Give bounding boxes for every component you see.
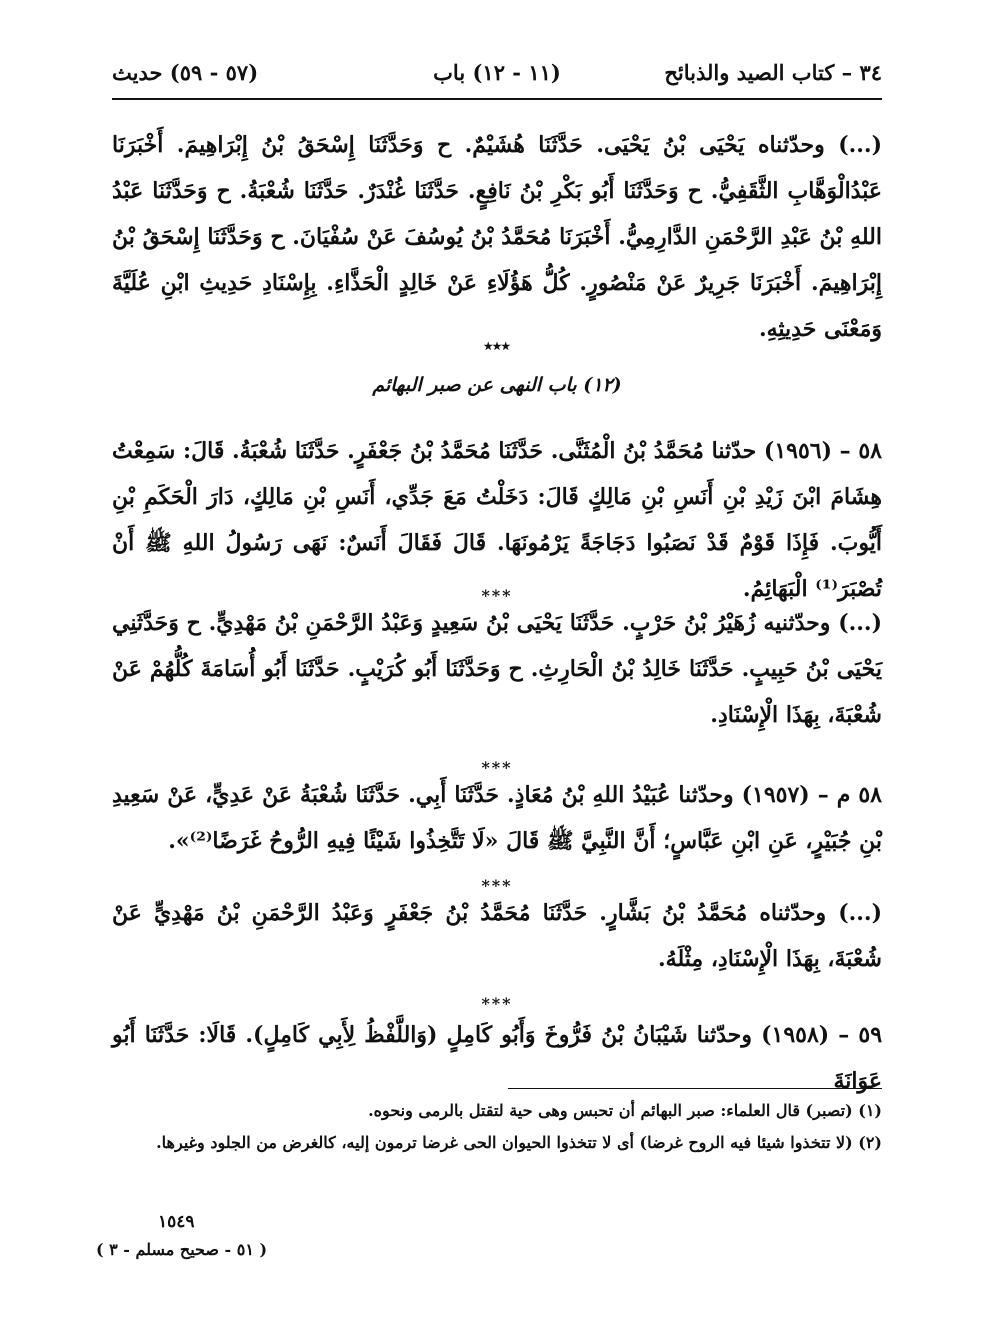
printer-signature: ( ٥١ - صحيح مسلم - ٣ ) bbox=[96, 1240, 268, 1259]
running-header bbox=[112, 56, 882, 96]
chapter-title: (١٢) باب النهى عن صبر البهائم bbox=[372, 374, 622, 396]
separator-stars-5: *** bbox=[481, 994, 513, 1013]
header-chapter-range: (١١ - ١٢) باب bbox=[433, 60, 561, 85]
footnote-1: (١) (تصبر) قال العلماء: صبر البهائم أن تحبس وهى حية لتقتل بالرمى ونحوه. bbox=[368, 1101, 882, 1120]
footnote-2: (٢) (لا تتخذوا شيئا فيه الروح غرضا) أى لا تتخذوا الحيوان الحى غرضا ترمون إليه، كالغرض من الجلود وغيرها. bbox=[156, 1133, 882, 1152]
separator-stars-4: *** bbox=[481, 876, 513, 895]
paragraph-3: (...) وحدّثنيه زُهَيْرُ بْنُ حَرْبٍ. حَدَّثَنَا يَحْيَى بْنُ سَعِيدٍ وَعَبْدُ الرَّحْمَنِ بْنُ مَهْدِيٍّ. ح وَحَدَّثَنِي يَحْيَى بْنُ حَبِيبٍ. حَدَّثَنَا خَالِدُ بْنُ الْحَارِثِ. ح وَحَدَّثَنَا أَبُو كُرَيْبٍ. حَدَّثَنَا أَبُو أُسَامَةَ كُلُّهُمْ عَنْ شُعْبَةَ، بِهَذَا الْإِسْنَادِ. bbox=[112, 610, 882, 728]
separator-stars-2: *** bbox=[481, 586, 513, 605]
paragraph-4: ٥٨ م – (١٩٥٧) وحدّثنا عُبَيْدُ اللهِ بْنُ مُعَاذٍ. حَدَّثَنَا أَبِي. حَدَّثَنَا شُعْبَةُ عَنْ عَدِيٍّ، عَنْ سَعِيدِ بْنِ جُبَيْرٍ، عَنِ ابْنِ عَبَّاسٍ؛ أَنَّ النَّبِيَّ ﷺ قَالَ «لَا تَتَّخِذُوا شَيْئًا فِيهِ الرُّوحُ غَرَضًا⁽²⁾». bbox=[112, 782, 882, 854]
paragraph-5: (...) وحدّثناه مُحَمَّدُ بْنُ بَشَّارٍ. حَدَّثَنَا مُحَمَّدُ بْنُ جَعْفَرٍ وَعَبْدُ الرَّحْمَنِ بْنُ مَهْدِيٍّ عَنْ شُعْبَةَ، بِهَذَا الْإِسْنَادِ، مِثْلَهُ. bbox=[112, 900, 883, 972]
header-rule bbox=[112, 98, 882, 100]
separator-stars-3: *** bbox=[481, 758, 513, 777]
header-hadith-range: (٥٧ - ٥٩) حديث bbox=[112, 60, 259, 85]
footnote-rule bbox=[508, 1088, 882, 1089]
separator-stars-1: ٭٭٭ bbox=[483, 336, 511, 355]
paragraph-1: (...) وحدّثناه يَحْيَى بْنُ يَحْيَى. حَدَّثَنَا هُشَيْمٌ. ح وَحَدَّثَنَا إِسْحَقُ بْنُ إِبْرَاهِيمَ. أَخْبَرَنَا عَبْدُالْوَهَّابِ الثَّقَفِيُّ. ح وَحَدَّثَنَا أَبُو بَكْرِ بْنُ نَافِعٍ. حَدَّثَنَا غُنْدَرٌ. حَدَّثَنَا شُعْبَةُ. ح وَحَدَّثَنَا عَبْدُ اللهِ بْنُ عَبْدِ الرَّحْمَنِ الدَّارِمِيُّ. أَخْبَرَنَا مُحَمَّدُ بْنُ يُوسُفَ عَنْ سُفْيَانَ. ح وَحَدَّثَنَا إِسْحَقُ بْنُ إِبْرَاهِيمَ. أَخْبَرَنَا جَرِيرٌ عَنْ مَنْصُورٍ. كُلُّ هَؤُلَاءِ عَنْ خَالِدٍ الْحَذَّاءِ. بِإِسْنَادِ حَدِيثِ ابْنِ عُلَيَّةَ وَمَعْنَى حَدِيثِهِ. bbox=[112, 132, 882, 342]
paragraph-2: ٥٨ – (١٩٥٦) حدّثنا مُحَمَّدُ بْنُ الْمُثَنَّى. حَدَّثَنَا مُحَمَّدُ بْنُ جَعْفَرٍ. حَدَّثَنَا شُعْبَةُ. قَالَ: سَمِعْتُ هِشَامَ ابْنَ زَيْدِ بْنِ أَنَسِ بْنِ مَالِكٍ قَالَ: دَخَلْتُ مَعَ جَدِّي، أَنَسِ بْنِ مَالِكٍ، دَارَ الْحَكَمِ بْنِ أَيُّوبَ. فَإِذَا قَوْمٌ قَدْ نَصَبُوا دَجَاجَةً يَرْمُونَهَا. قَالَ فَقَالَ أَنَسٌ: نَهَى رَسُولُ اللهِ ﷺ أَنْ تُصْبَرَ⁽¹⁾ الْبَهَائِمُ. bbox=[112, 438, 882, 602]
header-book-title: ٣٤ – كتاب الصيد والذبائح bbox=[664, 60, 882, 85]
page-number: ١٥٤٩ bbox=[158, 1212, 195, 1232]
paragraph-6: ٥٩ – (١٩٥٨) وحدّثنا شَيْبَانُ بْنُ فَرُّوخَ وَأَبُو كَامِلٍ (وَاللَّفْظُ لِأَبِي كَامِلٍ). قَالَا: حَدَّثَنَا أَبُو عَوَانَةَ bbox=[112, 1022, 883, 1094]
